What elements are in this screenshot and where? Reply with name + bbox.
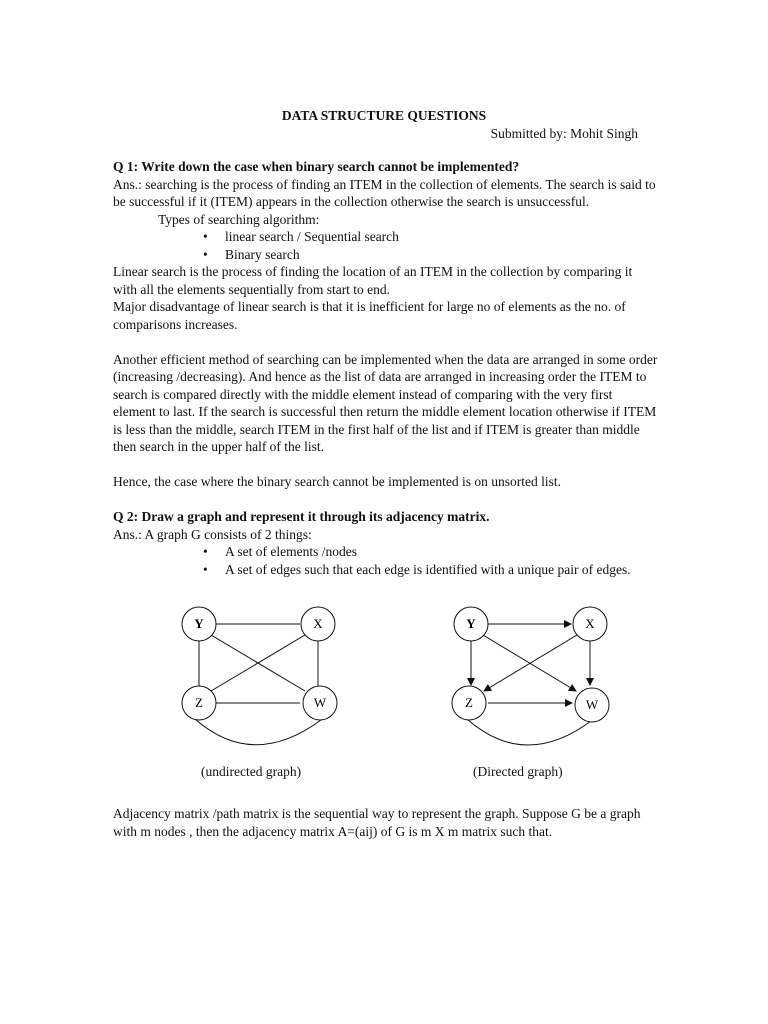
answer-2-intro: Ans.: A graph G consists of 2 things:	[113, 526, 312, 542]
adjacency-paragraph: Adjacency matrix /path matrix is the sequential way to represent the graph. Suppose G be a graph with m nodes , then the adjacency matrix A=(aij) of G is m X m matrix such that.	[113, 806, 641, 839]
graph-parts-list	[113, 543, 658, 578]
binary-search-paragraph: Another efficient method of searching can be implemented when the data are arranged in some order (increasing /decreasing). And hence as the list of data are arranged in increasing order the ITEM to search is compared directly with the middle element instead of comparing with the very first element to last. If the search is successful then return the middle element location otherwise if ITEM is less than the middle, search ITEM in the first half of the list and if ITEM is greater than middle then search in the upper half of the list.	[113, 351, 658, 454]
caption-directed: (Directed graph)	[473, 764, 563, 779]
edge-y-w	[483, 635, 576, 691]
edge-z-w-curve	[467, 719, 591, 745]
conclusion-paragraph: Hence, the case where the binary search cannot be implemented is on unsorted list.	[113, 474, 561, 489]
list-item: • linear search / Sequential search	[113, 228, 658, 246]
node-label-y: Y	[194, 616, 204, 631]
linear-search-paragraph: Linear search is the process of finding the location of an ITEM in the collection by comparing it with all the elements sequentially from start to end.	[113, 264, 633, 297]
document-title: DATA STRUCTURE QUESTIONS	[281, 108, 487, 123]
disadvantage-paragraph: Major disadvantage of linear search is that it is inefficient for large no of elements as the no. of comparisons increases.	[113, 299, 626, 332]
graph-diagrams	[113, 595, 658, 795]
list-item: • Binary search	[113, 246, 658, 264]
edge-z-w-curve	[195, 719, 321, 745]
answer-1-intro: Ans.: searching is the process of finding an ITEM in the collection of elements. The search is said to be successful if it (ITEM) appears in the collection otherwise the search is unsuccessful.	[113, 176, 656, 209]
caption-undirected: (undirected graph)	[201, 764, 302, 779]
question-1: Q 1: Write down the case when binary search cannot be implemented?	[113, 159, 520, 174]
list-item: • A set of elements /nodes	[113, 543, 658, 561]
node-label-w: W	[313, 695, 327, 710]
question-2: Q 2: Draw a graph and represent it through its adjacency matrix.	[113, 509, 490, 524]
graph-figures	[113, 595, 658, 805]
node-label-x: X	[313, 616, 323, 631]
types-heading: Types of searching algorithm:	[158, 211, 320, 227]
node-label-y: Y	[466, 616, 476, 631]
edge-x-z	[484, 635, 577, 691]
types-list	[113, 228, 658, 263]
author-line: Submitted by: Mohit Singh	[490, 126, 638, 141]
document-body	[113, 158, 658, 840]
list-item: • A set of edges such that each edge is identified with a unique pair of edges.	[113, 561, 658, 579]
node-label-x: X	[585, 616, 595, 631]
node-label-w: W	[585, 697, 599, 712]
node-label-z: Z	[195, 695, 203, 710]
node-label-z: Z	[465, 695, 473, 710]
